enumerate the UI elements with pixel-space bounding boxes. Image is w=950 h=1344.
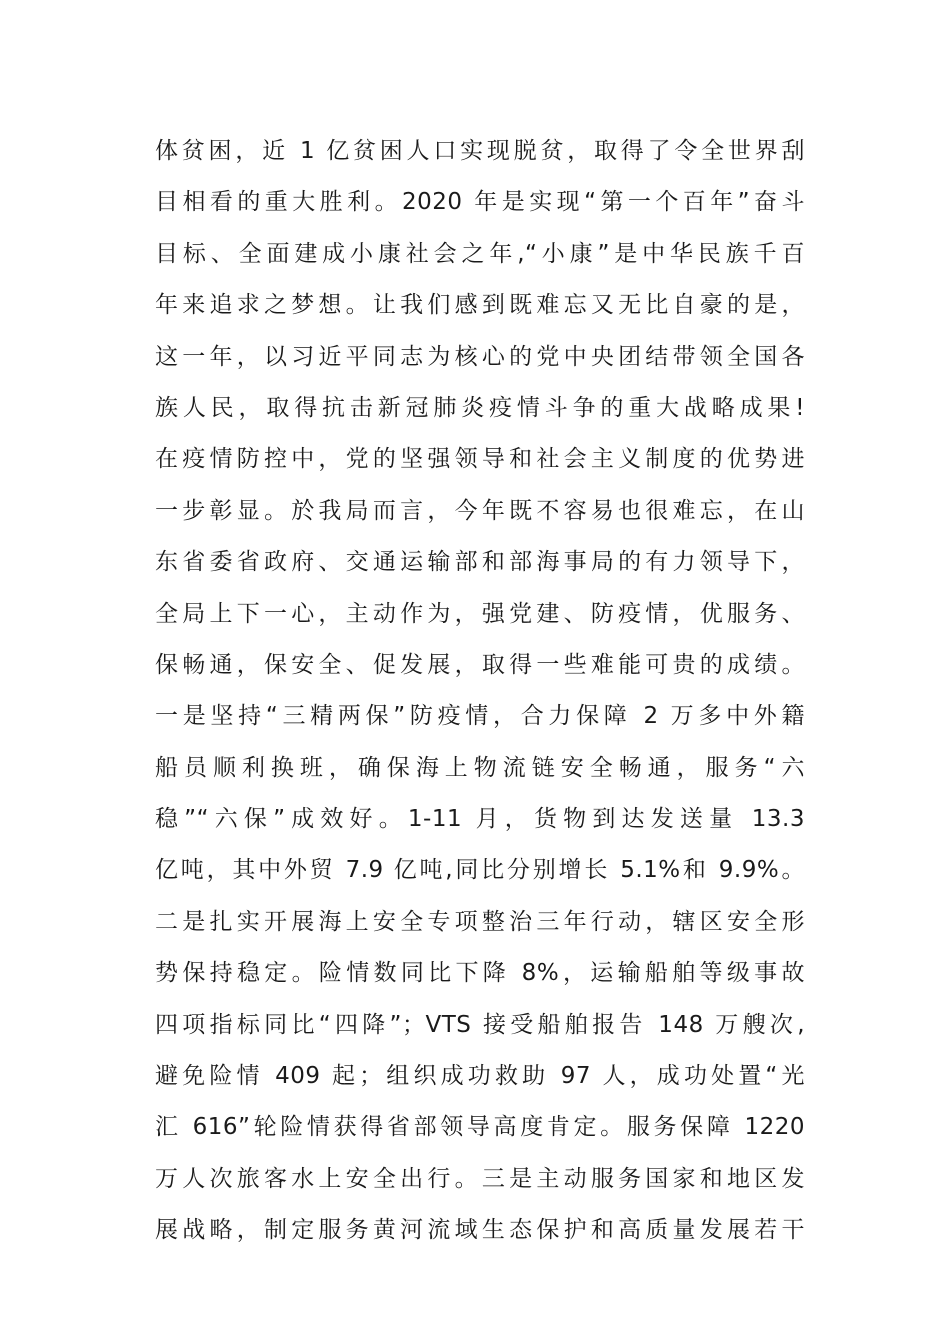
- text-line: 年来追求之梦想。让我们感到既难忘又无比自豪的是，: [155, 292, 805, 319]
- text-line: 展战略，制定服务黄河流域生态保护和高质量发展若干: [155, 1217, 805, 1244]
- text-line: 这一年，以习近平同志为核心的党中央团结带领全国各: [155, 343, 805, 370]
- text-line: 汇 616”轮险情获得省部领导高度肯定。服务保障 1220: [155, 1114, 805, 1141]
- text-line: 东省委省政府、交通运输部和部海事局的有力领导下，: [155, 549, 805, 576]
- text-line: 全局上下一心，主动作为，强党建、防疫情，优服务、: [155, 600, 805, 627]
- text-line: 势保持稳定。险情数同比下降 8%，运输船舶等级事故: [155, 960, 805, 987]
- text-line: 亿吨，其中外贸 7.9 亿吨,同比分别增长 5.1%和 9.9%。: [155, 857, 805, 884]
- text-line: 目标、全面建成小康社会之年,“小康”是中华民族千百: [155, 240, 805, 267]
- text-line: 避免险情 409 起；组织成功救助 97 人，成功处置“光: [155, 1063, 805, 1090]
- body-paragraph: [155, 126, 805, 1257]
- text-line: 二是扎实开展海上安全专项整治三年行动，辖区安全形: [155, 908, 805, 935]
- text-line: 目相看的重大胜利。2020 年是实现“第一个百年”奋斗: [155, 189, 805, 216]
- text-line: 稳”“六保”成效好。1-11 月，货物到达发送量 13.3: [155, 806, 805, 833]
- text-line: 族人民，取得抗击新冠肺炎疫情斗争的重大战略成果!: [155, 394, 805, 421]
- text-line: 保畅通，保安全、促发展，取得一些难能可贵的成绩。: [155, 651, 805, 678]
- text-line: 万人次旅客水上安全出行。三是主动服务国家和地区发: [155, 1165, 805, 1192]
- text-line: 在疫情防控中，党的坚强领导和社会主义制度的优势进: [155, 446, 805, 473]
- text-line: 体贫困，近 1 亿贫困人口实现脱贫，取得了令全世界刮: [155, 138, 805, 164]
- text-line: 四项指标同比“四降”；VTS 接受船舶报告 148 万艘次,: [155, 1011, 805, 1038]
- text-line: 一是坚持“三精两保”防疫情，合力保障 2 万多中外籍: [155, 703, 805, 730]
- text-line: 一步彰显。於我局而言，今年既不容易也很难忘，在山: [155, 497, 805, 524]
- text-line: 船员顺利换班，确保海上物流链安全畅通，服务“六: [155, 754, 805, 781]
